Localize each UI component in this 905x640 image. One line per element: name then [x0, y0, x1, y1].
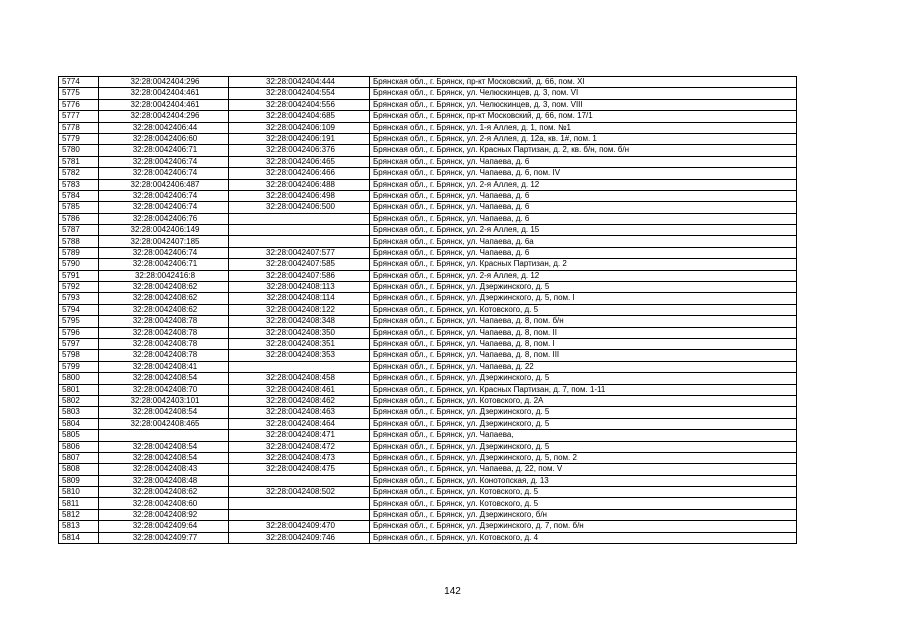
parcel-cadastral-number-cell: 32:28:0042408:43: [99, 464, 229, 475]
table-row: [59, 384, 797, 395]
row-number-cell: 5800: [59, 373, 99, 384]
row-number-cell: 5787: [59, 225, 99, 236]
row-number-cell: 5802: [59, 395, 99, 406]
object-cadastral-number-cell: [229, 498, 370, 509]
parcel-cadastral-number-cell: 32:28:0042406:74: [99, 202, 229, 213]
object-cadastral-number-cell: 32:28:0042408:461: [229, 384, 370, 395]
address-cell: Брянская обл., г. Брянск, ул. Красных Партизан, д. 2, кв. б/н, пом. б/н: [370, 145, 797, 156]
address-cell: Брянская обл., г. Брянск, ул. Чапаева, д. 22, пом. V: [370, 464, 797, 475]
parcel-cadastral-number-cell: 32:28:0042404:461: [99, 99, 229, 110]
row-number-cell: 5799: [59, 361, 99, 372]
row-number-cell: 5810: [59, 487, 99, 498]
address-cell: Брянская обл., г. Брянск, ул. Дзержинского, д. 5: [370, 373, 797, 384]
parcel-cadastral-number-cell: 32:28:0042404:461: [99, 88, 229, 99]
table-row: [59, 418, 797, 429]
table-row: [59, 395, 797, 406]
row-number-cell: 5789: [59, 247, 99, 258]
object-cadastral-number-cell: 32:28:0042408:472: [229, 441, 370, 452]
object-cadastral-number-cell: [229, 213, 370, 224]
address-cell: Брянская обл., г. Брянск, ул. Чапаева, д. 6, пом. IV: [370, 168, 797, 179]
object-cadastral-number-cell: 32:28:0042409:746: [229, 532, 370, 543]
row-number-cell: 5804: [59, 418, 99, 429]
object-cadastral-number-cell: 32:28:0042406:109: [229, 122, 370, 133]
object-cadastral-number-cell: 32:28:0042406:466: [229, 168, 370, 179]
table-row: [59, 282, 797, 293]
parcel-cadastral-number-cell: 32:28:0042408:70: [99, 384, 229, 395]
row-number-cell: 5795: [59, 316, 99, 327]
object-cadastral-number-cell: 32:28:0042408:471: [229, 430, 370, 441]
parcel-cadastral-number-cell: 32:28:0042408:78: [99, 338, 229, 349]
row-number-cell: 5784: [59, 190, 99, 201]
parcel-cadastral-number-cell: 32:28:0042416:8: [99, 270, 229, 281]
address-cell: Брянская обл., г. Брянск, ул. Чапаева, д. 8, пом. III: [370, 350, 797, 361]
row-number-cell: 5809: [59, 475, 99, 486]
parcel-cadastral-number-cell: 32:28:0042406:76: [99, 213, 229, 224]
address-cell: Брянская обл., г. Брянск, ул. Чапаева, д. 6а: [370, 236, 797, 247]
address-cell: Брянская обл., г. Брянск, ул. Дзержинского, б/н: [370, 509, 797, 520]
object-cadastral-number-cell: 32:28:0042408:114: [229, 293, 370, 304]
parcel-cadastral-number-cell: 32:28:0042406:71: [99, 259, 229, 270]
table-row: [59, 122, 797, 133]
row-number-cell: 5796: [59, 327, 99, 338]
object-cadastral-number-cell: 32:28:0042407:586: [229, 270, 370, 281]
parcel-cadastral-number-cell: 32:28:0042408:78: [99, 327, 229, 338]
table-row: [59, 350, 797, 361]
object-cadastral-number-cell: 32:28:0042406:376: [229, 145, 370, 156]
parcel-cadastral-number-cell: 32:28:0042408:60: [99, 498, 229, 509]
address-cell: Брянская обл., г. Брянск, ул. Чапаева, д. 6: [370, 202, 797, 213]
parcel-cadastral-number-cell: 32:28:0042407:185: [99, 236, 229, 247]
row-number-cell: 5807: [59, 452, 99, 463]
object-cadastral-number-cell: 32:28:0042408:502: [229, 487, 370, 498]
parcel-cadastral-number-cell: 32:28:0042406:60: [99, 133, 229, 144]
table-row: [59, 133, 797, 144]
object-cadastral-number-cell: 32:28:0042406:465: [229, 156, 370, 167]
table-row: [59, 441, 797, 452]
row-number-cell: 5783: [59, 179, 99, 190]
row-number-cell: 5785: [59, 202, 99, 213]
table-row: [59, 77, 797, 88]
parcel-cadastral-number-cell: 32:28:0042409:77: [99, 532, 229, 543]
address-cell: Брянская обл., г. Брянск, ул. 2-я Аллея, д. 12: [370, 270, 797, 281]
address-cell: Брянская обл., г. Брянск, ул. Челюскинцев, д. 3, пом. VI: [370, 88, 797, 99]
object-cadastral-number-cell: 32:28:0042407:585: [229, 259, 370, 270]
address-cell: Брянская обл., г. Брянск, ул. 2-я Аллея, д. 15: [370, 225, 797, 236]
object-cadastral-number-cell: [229, 236, 370, 247]
cadastral-table: [58, 76, 797, 544]
row-number-cell: 5812: [59, 509, 99, 520]
address-cell: Брянская обл., г. Брянск, ул. Чапаева, д. 22: [370, 361, 797, 372]
address-cell: Брянская обл., г. Брянск, ул. Дзержинского, д. 5: [370, 282, 797, 293]
object-cadastral-number-cell: [229, 225, 370, 236]
address-cell: Брянская обл., г. Брянск, ул. Дзержинского, д. 5, пом. I: [370, 293, 797, 304]
table-row: [59, 202, 797, 213]
row-number-cell: 5813: [59, 521, 99, 532]
parcel-cadastral-number-cell: 32:28:0042408:54: [99, 373, 229, 384]
row-number-cell: 5791: [59, 270, 99, 281]
table-row: [59, 225, 797, 236]
object-cadastral-number-cell: 32:28:0042408:348: [229, 316, 370, 327]
row-number-cell: 5803: [59, 407, 99, 418]
object-cadastral-number-cell: 32:28:0042408:353: [229, 350, 370, 361]
address-cell: Брянская обл., г. Брянск, ул. Дзержинского, д. 5: [370, 418, 797, 429]
table-row: [59, 304, 797, 315]
table-row: [59, 475, 797, 486]
object-cadastral-number-cell: [229, 509, 370, 520]
parcel-cadastral-number-cell: 32:28:0042408:41: [99, 361, 229, 372]
address-cell: Брянская обл., г. Брянск, ул. Конотопская, д. 13: [370, 475, 797, 486]
row-number-cell: 5778: [59, 122, 99, 133]
object-cadastral-number-cell: 32:28:0042404:556: [229, 99, 370, 110]
table-row: [59, 338, 797, 349]
table-row: [59, 293, 797, 304]
parcel-cadastral-number-cell: 32:28:0042408:62: [99, 293, 229, 304]
table-row: [59, 521, 797, 532]
object-cadastral-number-cell: 32:28:0042408:113: [229, 282, 370, 293]
address-cell: Брянская обл., г. Брянск, ул. Котовского, д. 2А: [370, 395, 797, 406]
parcel-cadastral-number-cell: 32:28:0042406:74: [99, 247, 229, 258]
row-number-cell: 5786: [59, 213, 99, 224]
parcel-cadastral-number-cell: 32:28:0042406:74: [99, 168, 229, 179]
address-cell: Брянская обл., г. Брянск, ул. Дзержинского, д. 7, пом. б/н: [370, 521, 797, 532]
table-row: [59, 99, 797, 110]
object-cadastral-number-cell: 32:28:0042407:577: [229, 247, 370, 258]
object-cadastral-number-cell: 32:28:0042408:350: [229, 327, 370, 338]
parcel-cadastral-number-cell: 32:28:0042408:62: [99, 282, 229, 293]
row-number-cell: 5794: [59, 304, 99, 315]
address-cell: Брянская обл., г. Брянск, ул. Челюскинцев, д. 3, пом. VIII: [370, 99, 797, 110]
address-cell: Брянская обл., г. Брянск, ул. Чапаева, д. 8, пом. б/н: [370, 316, 797, 327]
parcel-cadastral-number-cell: 32:28:0042406:74: [99, 156, 229, 167]
row-number-cell: 5782: [59, 168, 99, 179]
address-cell: Брянская обл., г. Брянск, ул. Чапаева,: [370, 430, 797, 441]
row-number-cell: 5814: [59, 532, 99, 543]
table-row: [59, 509, 797, 520]
table-row: [59, 498, 797, 509]
parcel-cadastral-number-cell: 32:28:0042408:62: [99, 304, 229, 315]
address-cell: Брянская обл., г. Брянск, пр-кт Московский, д. 66, пом. XI: [370, 77, 797, 88]
parcel-cadastral-number-cell: 32:28:0042406:44: [99, 122, 229, 133]
table-row: [59, 168, 797, 179]
table-row: [59, 407, 797, 418]
parcel-cadastral-number-cell: [99, 430, 229, 441]
table-row: [59, 316, 797, 327]
table-row: [59, 111, 797, 122]
parcel-cadastral-number-cell: 32:28:0042408:78: [99, 350, 229, 361]
address-cell: Брянская обл., г. Брянск, ул. Чапаева, д. 8, пом. I: [370, 338, 797, 349]
parcel-cadastral-number-cell: 32:28:0042406:74: [99, 190, 229, 201]
parcel-cadastral-number-cell: 32:28:0042403:101: [99, 395, 229, 406]
table-row: [59, 213, 797, 224]
row-number-cell: 5777: [59, 111, 99, 122]
address-cell: Брянская обл., г. Брянск, ул. Красных Партизан, д. 2: [370, 259, 797, 270]
parcel-cadastral-number-cell: 32:28:0042408:54: [99, 407, 229, 418]
row-number-cell: 5781: [59, 156, 99, 167]
row-number-cell: 5792: [59, 282, 99, 293]
table-row: [59, 373, 797, 384]
object-cadastral-number-cell: 32:28:0042408:351: [229, 338, 370, 349]
table-row: [59, 452, 797, 463]
parcel-cadastral-number-cell: 32:28:0042404:296: [99, 111, 229, 122]
table-row: [59, 156, 797, 167]
row-number-cell: 5805: [59, 430, 99, 441]
object-cadastral-number-cell: 32:28:0042404:444: [229, 77, 370, 88]
object-cadastral-number-cell: 32:28:0042406:191: [229, 133, 370, 144]
object-cadastral-number-cell: 32:28:0042408:473: [229, 452, 370, 463]
table-row: [59, 464, 797, 475]
address-cell: Брянская обл., г. Брянск, ул. Котовского, д. 5: [370, 498, 797, 509]
parcel-cadastral-number-cell: 32:28:0042408:54: [99, 452, 229, 463]
row-number-cell: 5797: [59, 338, 99, 349]
row-number-cell: 5774: [59, 77, 99, 88]
row-number-cell: 5811: [59, 498, 99, 509]
object-cadastral-number-cell: 32:28:0042404:554: [229, 88, 370, 99]
row-number-cell: 5808: [59, 464, 99, 475]
object-cadastral-number-cell: 32:28:0042404:685: [229, 111, 370, 122]
row-number-cell: 5806: [59, 441, 99, 452]
row-number-cell: 5779: [59, 133, 99, 144]
row-number-cell: 5793: [59, 293, 99, 304]
object-cadastral-number-cell: 32:28:0042409:470: [229, 521, 370, 532]
parcel-cadastral-number-cell: 32:28:0042408:92: [99, 509, 229, 520]
address-cell: Брянская обл., г. Брянск, ул. Дзержинского, д. 5: [370, 441, 797, 452]
parcel-cadastral-number-cell: 32:28:0042408:48: [99, 475, 229, 486]
parcel-cadastral-number-cell: 32:28:0042408:78: [99, 316, 229, 327]
table-row: [59, 532, 797, 543]
parcel-cadastral-number-cell: 32:28:0042408:54: [99, 441, 229, 452]
address-cell: Брянская обл., г. Брянск, ул. Дзержинского, д. 5, пом. 2: [370, 452, 797, 463]
address-cell: Брянская обл., г. Брянск, ул. 1-я Аллея, д. 1, пом. №1: [370, 122, 797, 133]
address-cell: Брянская обл., г. Брянск, ул. Котовского, д. 5: [370, 304, 797, 315]
row-number-cell: 5780: [59, 145, 99, 156]
table-row: [59, 259, 797, 270]
page-number: 142: [444, 586, 461, 597]
address-cell: Брянская обл., г. Брянск, ул. Чапаева, д. 6: [370, 213, 797, 224]
row-number-cell: 5801: [59, 384, 99, 395]
address-cell: Брянская обл., г. Брянск, ул. Чапаева, д. 6: [370, 247, 797, 258]
object-cadastral-number-cell: 32:28:0042408:462: [229, 395, 370, 406]
object-cadastral-number-cell: [229, 361, 370, 372]
table-row: [59, 270, 797, 281]
table-row: [59, 361, 797, 372]
object-cadastral-number-cell: 32:28:0042408:464: [229, 418, 370, 429]
object-cadastral-number-cell: 32:28:0042408:122: [229, 304, 370, 315]
table-row: [59, 88, 797, 99]
table-row: [59, 430, 797, 441]
address-cell: Брянская обл., г. Брянск, ул. 2-я Аллея, д. 12а, кв. 1#, пом. 1: [370, 133, 797, 144]
table-row: [59, 145, 797, 156]
row-number-cell: 5790: [59, 259, 99, 270]
object-cadastral-number-cell: 32:28:0042406:500: [229, 202, 370, 213]
row-number-cell: 5788: [59, 236, 99, 247]
address-cell: Брянская обл., г. Брянск, ул. Котовского, д. 4: [370, 532, 797, 543]
object-cadastral-number-cell: 32:28:0042408:458: [229, 373, 370, 384]
object-cadastral-number-cell: 32:28:0042408:463: [229, 407, 370, 418]
parcel-cadastral-number-cell: 32:28:0042408:465: [99, 418, 229, 429]
address-cell: Брянская обл., г. Брянск, ул. Дзержинского, д. 5: [370, 407, 797, 418]
table-row: [59, 327, 797, 338]
address-cell: Брянская обл., г. Брянск, ул. Котовского, д. 5: [370, 487, 797, 498]
address-cell: Брянская обл., г. Брянск, ул. Чапаева, д. 6: [370, 190, 797, 201]
address-cell: Брянская обл., г. Брянск, пр-кт Московский, д. 66, пом. 17/1: [370, 111, 797, 122]
object-cadastral-number-cell: [229, 475, 370, 486]
table-row: [59, 190, 797, 201]
table-row: [59, 236, 797, 247]
row-number-cell: 5776: [59, 99, 99, 110]
table-body: [59, 77, 797, 544]
address-cell: Брянская обл., г. Брянск, ул. Чапаева, д. 6: [370, 156, 797, 167]
row-number-cell: 5775: [59, 88, 99, 99]
address-cell: Брянская обл., г. Брянск, ул. Красных Партизан, д. 7, пом. 1-11: [370, 384, 797, 395]
parcel-cadastral-number-cell: 32:28:0042409:64: [99, 521, 229, 532]
object-cadastral-number-cell: 32:28:0042406:488: [229, 179, 370, 190]
parcel-cadastral-number-cell: 32:28:0042404:296: [99, 77, 229, 88]
table-row: [59, 179, 797, 190]
table-row: [59, 487, 797, 498]
address-cell: Брянская обл., г. Брянск, ул. 2-я Аллея, д. 12: [370, 179, 797, 190]
parcel-cadastral-number-cell: 32:28:0042408:62: [99, 487, 229, 498]
row-number-cell: 5798: [59, 350, 99, 361]
parcel-cadastral-number-cell: 32:28:0042406:149: [99, 225, 229, 236]
parcel-cadastral-number-cell: 32:28:0042406:71: [99, 145, 229, 156]
object-cadastral-number-cell: 32:28:0042406:498: [229, 190, 370, 201]
object-cadastral-number-cell: 32:28:0042408:475: [229, 464, 370, 475]
parcel-cadastral-number-cell: 32:28:0042406:487: [99, 179, 229, 190]
table-row: [59, 247, 797, 258]
address-cell: Брянская обл., г. Брянск, ул. Чапаева, д. 8, пом. II: [370, 327, 797, 338]
